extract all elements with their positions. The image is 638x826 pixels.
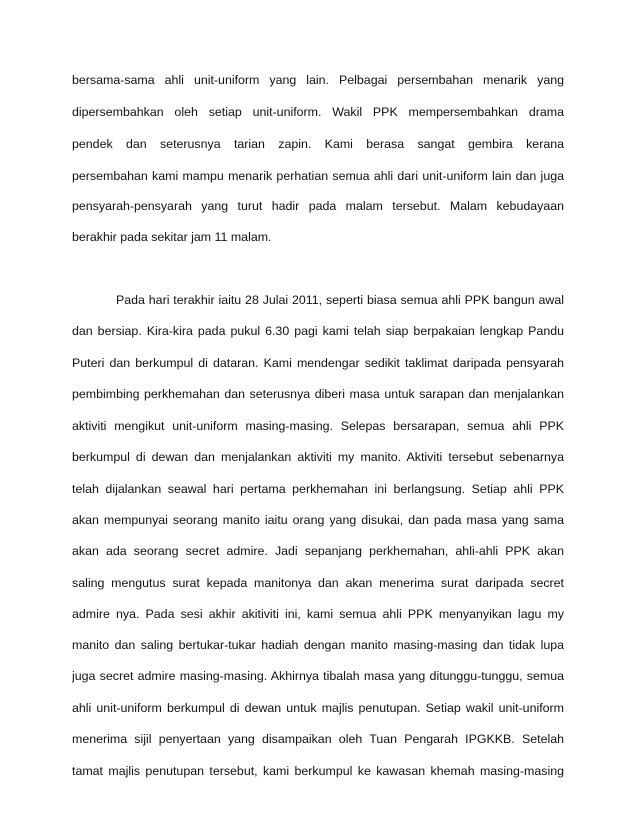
- paragraph-line: berkumpul di dewan dan menjalankan aktiviti my manito. Aktiviti tersebut sebenarnya: [72, 450, 564, 464]
- paragraph-line: pembimbing perkhemahan dan seterusnya diberi masa untuk sarapan dan menjalankan: [72, 387, 564, 401]
- paragraph-line: dan bersiap. Kira-kira pada pukul 6.30 pagi kami telah siap berpakaian lengkap Pandu: [72, 324, 564, 338]
- paragraph-line: menerima sijil penyertaan yang disampaikan oleh Tuan Pengarah IPGKKB. Setelah: [72, 732, 564, 746]
- paragraph-line: saling mengutus surat kepada manitonya dan akan menerima surat daripada secret: [72, 576, 564, 590]
- paragraph-line: juga secret admire masing-masing. Akhirnya tibalah masa yang ditunggu-tunggu, semua: [72, 669, 564, 683]
- paragraph-line: telah dijalankan seawal hari pertama perkhemahan ini berlangsung. Setiap ahli PPK: [72, 482, 564, 496]
- paragraph-line: dipersembahkan oleh setiap unit-uniform. Wakil PPK mempersembahkan drama: [72, 105, 564, 119]
- paragraph-line: pensyarah-pensyarah yang turut hadir pada malam tersebut. Malam kebudayaan: [72, 199, 564, 213]
- paragraph-line: ahli unit-uniform berkumpul di dewan untuk majlis penutupan. Setiap wakil unit-uniform: [72, 701, 564, 715]
- paragraph-line: Puteri dan berkumpul di dataran. Kami mendengar sedikit taklimat daripada pensyarah: [72, 356, 564, 370]
- paragraph-line: admire nya. Pada sesi akhir akitiviti ini, kami semua ahli PPK menyanyikan lagu my: [72, 607, 564, 621]
- paragraph-line: aktiviti mengikut unit-uniform masing-masing. Selepas bersarapan, semua ahli PPK: [72, 419, 564, 433]
- paragraph-line: akan ada seorang secret admire. Jadi sepanjang perkhemahan, ahli-ahli PPK akan: [72, 544, 564, 558]
- paragraph-line: akan mempunyai seorang manito iaitu orang yang disukai, dan pada masa yang sama: [72, 513, 564, 527]
- paragraph-line: pendek dan seterusnya tarian zapin. Kami berasa sangat gembira kerana: [72, 137, 564, 151]
- paragraph-line: bersama-sama ahli unit-uniform yang lain. Pelbagai persembahan menarik yang: [72, 73, 564, 87]
- paragraph-line: persembahan kami mampu menarik perhatian semua ahli dari unit-uniform lain dan juga: [72, 169, 564, 183]
- paragraph-line: tamat majlis penutupan tersebut, kami berkumpul ke kawasan khemah masing-masing: [72, 764, 564, 778]
- paragraph-line: manito dan saling bertukar-tukar hadiah dengan manito masing-masing dan tidak lupa: [72, 638, 564, 652]
- paragraph-line: berakhir pada sekitar jam 11 malam.: [72, 230, 272, 244]
- paragraph-line: Pada hari terakhir iaitu 28 Julai 2011, seperti biasa semua ahli PPK bangun awal: [116, 293, 564, 307]
